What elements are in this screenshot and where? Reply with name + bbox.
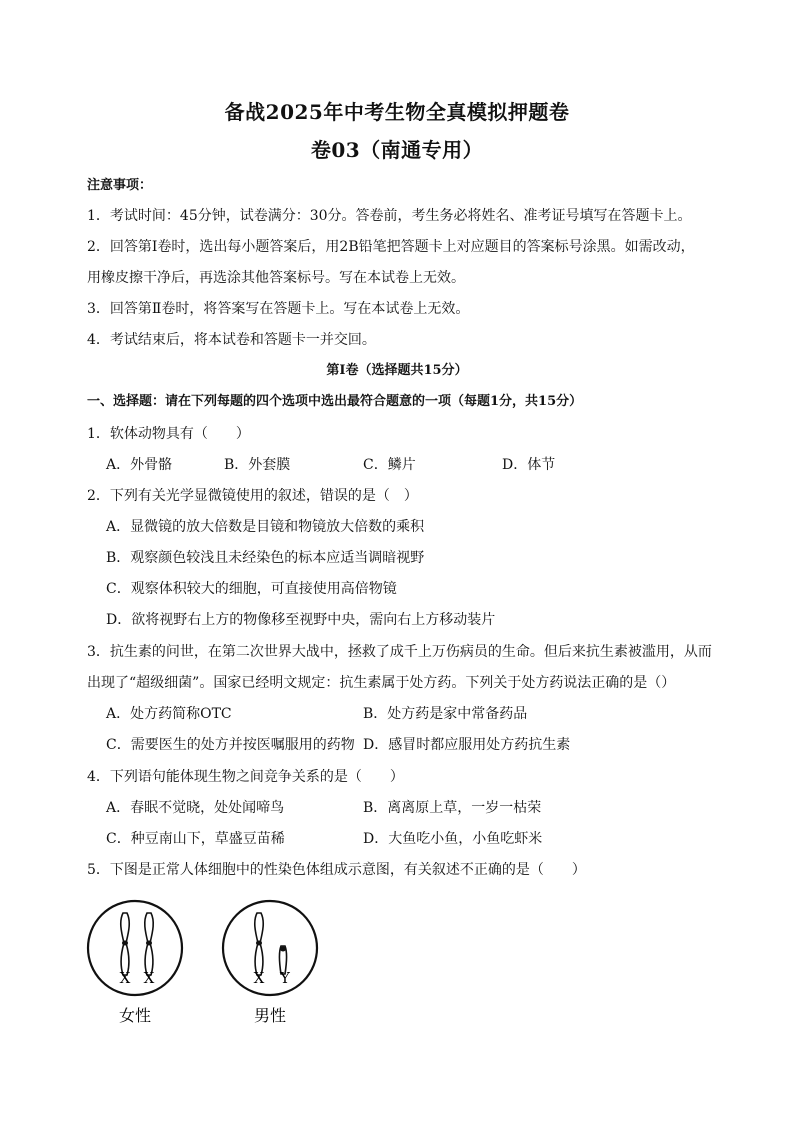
female-chromosome-label-2: X bbox=[143, 969, 155, 987]
question-2-option-b: B．观察颜色较浅且未经染色的标本应适当调暗视野 bbox=[106, 550, 425, 566]
question-1-option-c: C．鳞片 bbox=[363, 457, 416, 473]
question-1-option-b: B．外套膜 bbox=[224, 457, 291, 473]
question-2-option-d: D．欲将视野右上方的物像移至视野中央，需向右上方移动装片 bbox=[106, 612, 496, 628]
male-cell-outline bbox=[223, 901, 317, 995]
question-4-option-c: C．种豆南山下，草盛豆苗稀 bbox=[106, 831, 285, 847]
female-label: 女性 bbox=[118, 1006, 152, 1025]
question-3-stem-line-2: 出现了“超级细菌”。国家已经明文规定：抗生素属于处方药。下列关于处方药说法正确的是（） bbox=[87, 675, 676, 691]
male-cell bbox=[223, 901, 317, 1025]
question-4-stem: 4．下列语句能体现生物之间竞争关系的是（ ） bbox=[87, 769, 404, 785]
question-2-stem: 2．下列有关光学显微镜使用的叙述，错误的是（ ） bbox=[87, 488, 418, 504]
question-3-option-a: A．处方药简称OTC bbox=[106, 706, 232, 722]
notice-item-2: 2．回答第Ⅰ卷时，选出每小题答案后，用2B铅笔把答题卡上对应题目的答案标号涂黑。如需改动， bbox=[87, 239, 695, 255]
female-chromosome-x-left bbox=[121, 913, 129, 975]
exam-subtitle: 卷03（南通专用） bbox=[310, 138, 484, 162]
question-5-stem: 5．下图是正常人体细胞中的性染色体组成示意图，有关叙述不正确的是（ ） bbox=[87, 862, 586, 878]
notice-item-1: 1．考试时间：45分钟，试卷满分：30分。答卷前，考生务必将姓名、准考证号填写在答题卡上。 bbox=[87, 208, 692, 224]
question-3-option-c: C．需要医生的处方并按医嘱服用的药物 bbox=[106, 737, 355, 753]
notice-item-2-cont: 用橡皮擦干净后，再选涂其他答案标号。写在本试卷上无效。 bbox=[87, 270, 465, 286]
notice-heading: 注意事项： bbox=[87, 178, 153, 193]
sex-chromosome-figure bbox=[80, 895, 340, 1030]
section-title: 第Ⅰ卷（选择题共15分） bbox=[326, 363, 468, 378]
question-3-option-b: B．处方药是家中常备药品 bbox=[363, 706, 528, 722]
question-1-stem: 1．软体动物具有（ ） bbox=[87, 426, 250, 442]
female-chromosome-x-right bbox=[145, 913, 153, 975]
question-4-option-b: B．离离原上草，一岁一枯荣 bbox=[363, 800, 542, 816]
female-chromosome-label-1: X bbox=[119, 969, 131, 987]
male-chromosome-x bbox=[255, 913, 263, 975]
question-3-option-d: D．感冒时都应服用处方药抗生素 bbox=[363, 737, 571, 753]
notice-item-4: 4．考试结束后，将本试卷和答题卡一并交回。 bbox=[87, 332, 376, 348]
notice-item-3: 3．回答第Ⅱ卷时，将答案写在答题卡上。写在本试卷上无效。 bbox=[87, 301, 470, 317]
question-1-option-d: D．体节 bbox=[502, 457, 556, 473]
question-4-option-d: D．大鱼吃小鱼，小鱼吃虾米 bbox=[363, 831, 543, 847]
question-4-option-a: A．春眠不觉晓，处处闻啼鸟 bbox=[106, 800, 285, 816]
question-2-option-a: A．显微镜的放大倍数是目镜和物镜放大倍数的乘积 bbox=[106, 519, 425, 535]
male-chromosome-label-1: X bbox=[253, 969, 265, 987]
female-cell-outline bbox=[88, 901, 182, 995]
female-cell bbox=[88, 901, 182, 1025]
question-2-option-c: C．观察体积较大的细胞，可直接使用高倍物镜 bbox=[106, 581, 397, 597]
male-label: 男性 bbox=[253, 1006, 287, 1025]
question-3-stem-line-1: 3．抗生素的问世，在第二次世界大战中，拯救了成千上万伤病员的生命。但后来抗生素被滥用，从而 bbox=[87, 644, 712, 660]
section-instruction: 一、选择题：请在下列每题的四个选项中选出最符合题意的一项（每题1分，共15分） bbox=[87, 394, 583, 409]
question-1-option-a: A．外骨骼 bbox=[106, 457, 173, 473]
exam-title: 备战2025年中考生物全真模拟押题卷 bbox=[224, 100, 570, 124]
male-chromosome-label-2: Y bbox=[280, 969, 290, 987]
